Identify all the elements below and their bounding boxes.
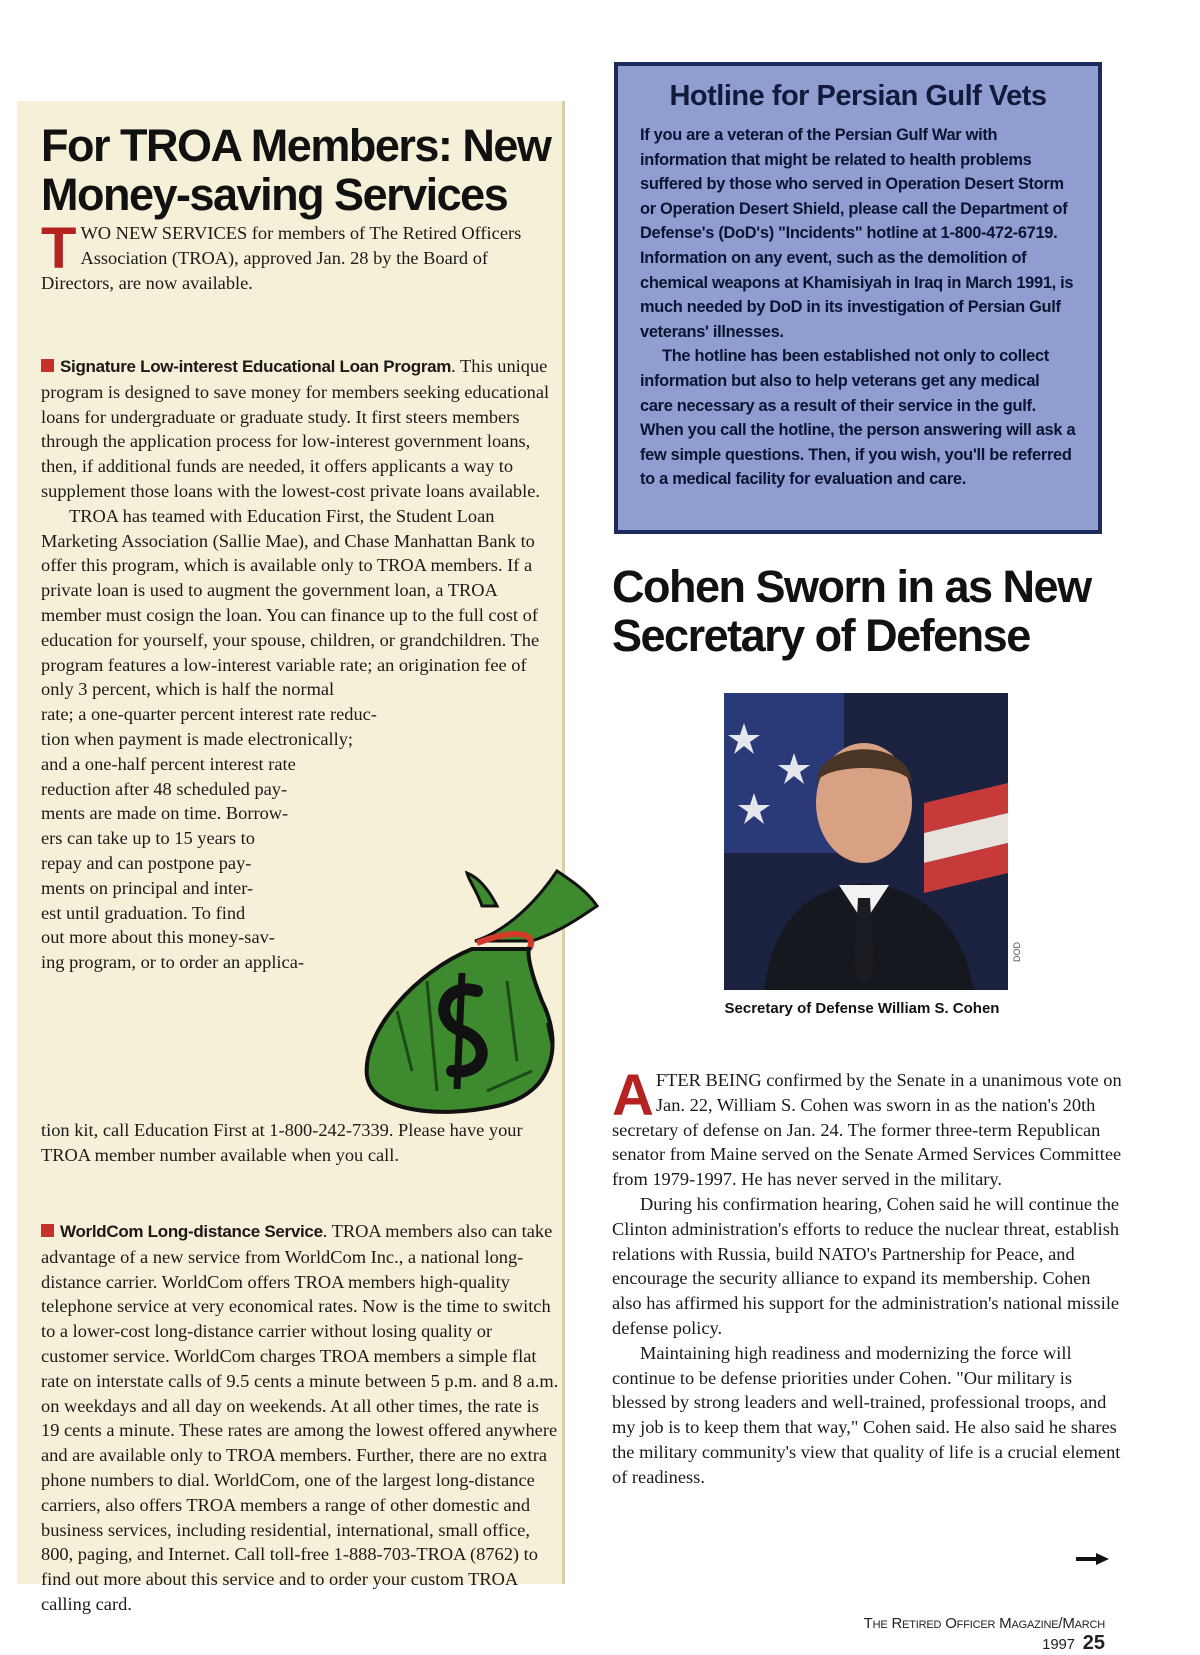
loan-ending-paragraph: tion kit, call Education First at 1-800-242-7339. Please have your TROA member number available when you call. [41, 1120, 523, 1165]
left-article-panel [17, 101, 565, 1614]
left-intro-paragraph [41, 216, 561, 295]
right-headline-line2: Secretary of Defense [612, 610, 1030, 661]
wrap-line: ments are made on time. Borrow- [41, 803, 289, 824]
page-number: 25 [1082, 1632, 1105, 1654]
cohen-dropcap: A [612, 1063, 654, 1128]
left-headline-line1: For TROA Members: New [41, 120, 551, 171]
right-arrow-icon [1076, 1552, 1110, 1566]
red-square-bullet-icon [41, 1224, 54, 1237]
cohen-article-body [612, 1063, 1122, 1490]
loan-paragraph-1-text: . This unique program is designed to save money for members seeking educational loans for undergraduate or graduate study. It first steers members through the application process for low-interest government loans, then, if additional funds are needed, it offers applicants a way to supplement those loans with the lowest-cost private loans available. [41, 356, 550, 501]
loan-paragraph-2: TROA has teamed with Education First, the Student Loan Marketing Association (Sallie Mae), and Chase Manhattan Bank to offer this program, which is available only to TROA members. If a private loan is used to augment the government loan, a TROA member must cosign the loan. You can finance up to the full cost of education for yourself, your spouse, children, or grandchildren. The program features a low-interest variable rate; an origination fee of only 3 percent, which is half the normal [41, 505, 540, 700]
cohen-paragraph-3: Maintaining high readiness and modernizing the force will continue to be defense priorities under Cohen. "Our military is blessed by strong leaders and well-trained, professional troops, and my job is to keep them that way," Cohen said. He also said he shares the military community's view that quality of life is a crucial element of readiness. [612, 1342, 1121, 1487]
loan-lead-in: Signature Low-interest Educational Loan Program [60, 357, 452, 376]
portrait-illustration [724, 693, 1008, 990]
photo-caption: Secretary of Defense William S. Cohen [724, 1000, 1000, 1017]
hotline-sidebar-box [614, 62, 1102, 534]
cohen-portrait-photo [724, 693, 1008, 990]
wrap-line: ing program, or to order an applica- [41, 952, 304, 973]
cohen-paragraph-1-text: FTER BEING confirmed by the Senate in a unanimous vote on Jan. 22, William S. Cohen was sworn in as the nation's 20th secretary of defense on Jan. 24. The former three-term Republican senator from Maine served on the Senate Armed Services Committee from 1979-1997. He has never served in the military. [612, 1070, 1122, 1190]
publication-name: The Retired Officer Magazine/March 1997 [863, 1615, 1105, 1653]
hotline-paragraph-1: If you are a veteran of the Persian Gulf War with information that might be related to health problems suffered by those who served in Operation Desert Storm or Operation Desert Shield, please call the Department of Defense's (DoD's) "Incidents" hotline at 1-800-472-6719. Information on any event, such as the demolition of chemical weapons at Khamisiyah in Iraq in March 1991, is much needed by DoD in its investigation of Persian Gulf veterans' illnesses. [640, 126, 1074, 341]
hotline-paragraph-2: The hotline has been established not only to collect information but also to help veterans get any medical care necessary as a result of their service in the gulf. When you call the hotline, the person answering will ask a few simple questions. Then, if you wish, you'll be referred to a medical facility for evaluation and care. [640, 347, 1076, 489]
cohen-paragraph-2: During his confirmation hearing, Cohen said he will continue the Clinton administration's efforts to reduce the nuclear threat, establish relations with Russia, build NATO's Partnership for Peace, and encourage the security alliance to expand its membership. Cohen also has affirmed his support for the administration's national missile defense policy. [612, 1193, 1120, 1338]
wrap-line: ments on principal and inter- [41, 877, 254, 898]
intro-text: WO NEW SERVICES for members of The Retired Officers Association (TROA), approved Jan. 28 by the Board of Directors, are now available. [41, 223, 522, 293]
wrap-line: tion when payment is made electronically; [41, 728, 354, 749]
left-headline-line2: Money-saving Services [41, 169, 508, 220]
cohen-paragraph-1 [612, 1063, 1122, 1192]
loan-paragraph-1 [41, 354, 561, 504]
wrap-line: repay and can postpone pay- [41, 852, 252, 873]
worldcom-paragraph [41, 1219, 561, 1617]
page-footer [800, 1615, 1105, 1655]
wrap-line: est until graduation. To find [41, 902, 246, 923]
right-headline-line1: Cohen Sworn in as New [612, 561, 1091, 612]
money-bag-icon [357, 861, 607, 1121]
wrap-line: ers can take up to 15 years to [41, 828, 255, 849]
worldcom-text: . TROA members also can take advantage of a new service from WorldCom Inc., a national long-distance carrier. WorldCom offers TROA members high-quality telephone service at very economical rates. Now is the time to switch to a lower-cost long-distance carrier without losing quality or customer service. WorldCom charges TROA members a simple flat rate on interstate calls of 9.5 cents a minute between 5 p.m. and 8 a.m. on weekdays and all day on weekends. At all other times, the rate is 19 cents a minute. These rates are among the lowest offered anywhere and are available only to TROA members. Further, there are no extra phone numbers to dial. WorldCom, one of the largest long-distance carriers, also offers TROA members a range of other domestic and business services, including residential, international, small office, 800, paging, and Internet. Call toll-free 1-888-703-TROA (8762) to find out more about this service and to order your custom TROA calling card. [41, 1221, 559, 1614]
intro-dropcap: T [41, 216, 77, 281]
red-square-bullet-icon [41, 359, 54, 372]
left-article-headline [41, 121, 561, 219]
wrap-line: and a one-half percent interest rate [41, 753, 296, 774]
wrap-line: reduction after 48 scheduled pay- [41, 778, 288, 799]
wrap-line: out more about this money-sav- [41, 927, 275, 948]
right-article-headline [612, 562, 1112, 660]
hotline-title: Hotline for Persian Gulf Vets [669, 80, 1047, 112]
worldcom-lead-in: WorldCom Long-distance Service [60, 1222, 323, 1241]
photo-credit: DOD [1012, 942, 1022, 962]
wrap-line: rate; a one-quarter percent interest rate reduc- [41, 704, 377, 725]
